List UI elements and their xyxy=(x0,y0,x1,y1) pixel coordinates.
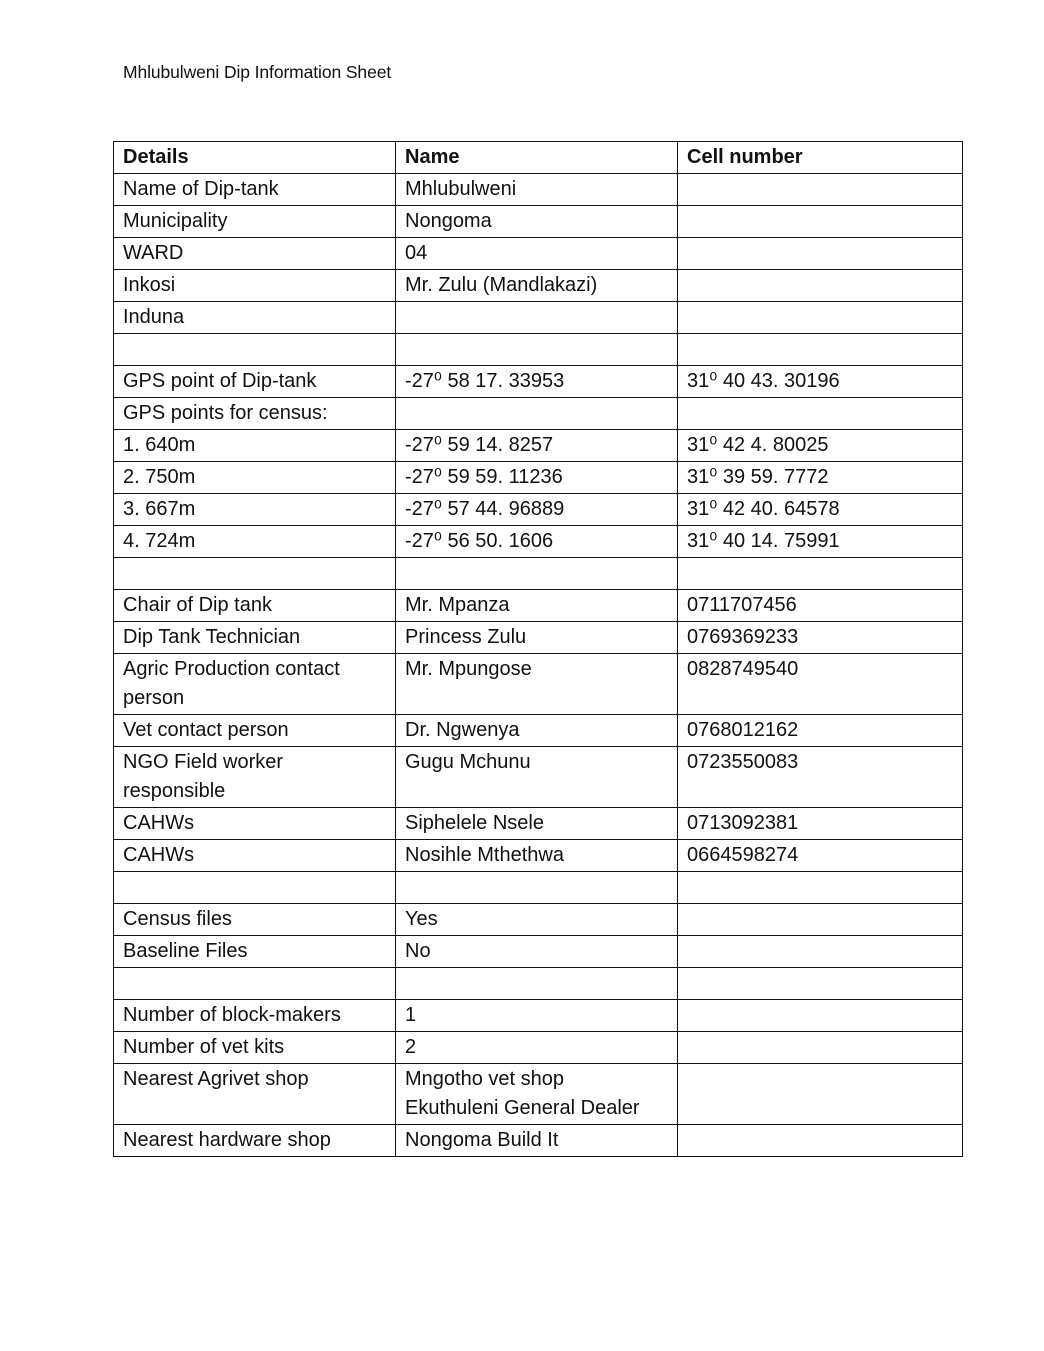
cell-number-cell xyxy=(678,936,963,968)
cell-number-cell: 31⁰ 42 4. 80025 xyxy=(678,430,963,462)
detail-cell: CAHWs xyxy=(114,840,396,872)
name-cell: -27⁰ 59 59. 11236 xyxy=(396,462,678,494)
name-cell xyxy=(396,558,678,590)
table-row xyxy=(114,558,963,590)
name-cell: No xyxy=(396,936,678,968)
detail-cell: Chair of Dip tank xyxy=(114,590,396,622)
cell-number-cell xyxy=(678,1125,963,1157)
detail-cell xyxy=(114,968,396,1000)
cell-number-cell: 0664598274 xyxy=(678,840,963,872)
name-cell: Nongoma xyxy=(396,206,678,238)
detail-cell xyxy=(114,872,396,904)
table-header-row xyxy=(114,142,963,174)
table-row xyxy=(114,808,963,840)
column-header-name: Name xyxy=(396,142,678,174)
table-body xyxy=(114,142,963,1157)
name-cell xyxy=(396,968,678,1000)
table-row xyxy=(114,1032,963,1064)
table-row xyxy=(114,494,963,526)
page-title: Mhlubulweni Dip Information Sheet xyxy=(123,62,392,82)
table-row xyxy=(114,366,963,398)
name-cell: Dr. Ngwenya xyxy=(396,715,678,747)
table-row xyxy=(114,622,963,654)
detail-cell xyxy=(114,558,396,590)
name-cell: 04 xyxy=(396,238,678,270)
table-row xyxy=(114,238,963,270)
name-cell: Mr. Zulu (Mandlakazi) xyxy=(396,270,678,302)
name-cell: Yes xyxy=(396,904,678,936)
name-cell: Mr. Mpanza xyxy=(396,590,678,622)
name-cell: -27⁰ 58 17. 33953 xyxy=(396,366,678,398)
cell-number-cell xyxy=(678,968,963,1000)
detail-cell: WARD xyxy=(114,238,396,270)
table-row xyxy=(114,968,963,1000)
table-row xyxy=(114,1064,963,1125)
name-cell xyxy=(396,302,678,334)
name-cell: 2 xyxy=(396,1032,678,1064)
detail-cell: Number of vet kits xyxy=(114,1032,396,1064)
detail-cell: Census files xyxy=(114,904,396,936)
name-cell: -27⁰ 59 14. 8257 xyxy=(396,430,678,462)
detail-cell: GPS point of Dip-tank xyxy=(114,366,396,398)
detail-cell: 4. 724m xyxy=(114,526,396,558)
dip-information-table xyxy=(113,141,963,1157)
cell-number-cell: 0769369233 xyxy=(678,622,963,654)
detail-cell: Number of block-makers xyxy=(114,1000,396,1032)
table-row xyxy=(114,302,963,334)
detail-cell: Nearest Agrivet shop xyxy=(114,1064,396,1125)
table-row xyxy=(114,430,963,462)
cell-number-cell xyxy=(678,174,963,206)
table-row xyxy=(114,872,963,904)
table-row xyxy=(114,904,963,936)
table-row xyxy=(114,334,963,366)
detail-cell xyxy=(114,334,396,366)
detail-cell: CAHWs xyxy=(114,808,396,840)
cell-number-cell xyxy=(678,558,963,590)
table-row xyxy=(114,747,963,808)
table-row xyxy=(114,174,963,206)
table-row xyxy=(114,1000,963,1032)
detail-cell: Vet contact person xyxy=(114,715,396,747)
name-cell: -27⁰ 56 50. 1606 xyxy=(396,526,678,558)
detail-cell: GPS points for census: xyxy=(114,398,396,430)
detail-cell: Induna xyxy=(114,302,396,334)
table-row xyxy=(114,462,963,494)
name-cell: Nongoma Build It xyxy=(396,1125,678,1157)
cell-number-cell: 0711707456 xyxy=(678,590,963,622)
column-header-details: Details xyxy=(114,142,396,174)
detail-cell: Baseline Files xyxy=(114,936,396,968)
cell-number-cell: 0713092381 xyxy=(678,808,963,840)
cell-number-cell: 31⁰ 42 40. 64578 xyxy=(678,494,963,526)
cell-number-cell xyxy=(678,270,963,302)
name-cell: Siphelele Nsele xyxy=(396,808,678,840)
detail-cell: NGO Field worker responsible xyxy=(114,747,396,808)
table-row xyxy=(114,270,963,302)
table-row xyxy=(114,398,963,430)
detail-cell: 1. 640m xyxy=(114,430,396,462)
cell-number-cell xyxy=(678,1064,963,1125)
detail-cell: Dip Tank Technician xyxy=(114,622,396,654)
table-row xyxy=(114,936,963,968)
cell-number-cell: 0723550083 xyxy=(678,747,963,808)
detail-cell: Inkosi xyxy=(114,270,396,302)
table-row xyxy=(114,654,963,715)
cell-number-cell: 0828749540 xyxy=(678,654,963,715)
cell-number-cell xyxy=(678,1000,963,1032)
name-cell: Mngotho vet shop Ekuthuleni General Dealer xyxy=(396,1064,678,1125)
cell-number-cell xyxy=(678,302,963,334)
cell-number-cell xyxy=(678,1032,963,1064)
table-row xyxy=(114,840,963,872)
name-cell: Gugu Mchunu xyxy=(396,747,678,808)
cell-number-cell xyxy=(678,904,963,936)
name-cell xyxy=(396,334,678,366)
cell-number-cell: 0768012162 xyxy=(678,715,963,747)
name-cell: Princess Zulu xyxy=(396,622,678,654)
cell-number-cell: 31⁰ 40 14. 75991 xyxy=(678,526,963,558)
cell-number-cell xyxy=(678,872,963,904)
column-header-cell-number: Cell number xyxy=(678,142,963,174)
name-cell: Nosihle Mthethwa xyxy=(396,840,678,872)
name-cell: -27⁰ 57 44. 96889 xyxy=(396,494,678,526)
name-cell: 1 xyxy=(396,1000,678,1032)
table-row xyxy=(114,715,963,747)
cell-number-cell xyxy=(678,238,963,270)
cell-number-cell xyxy=(678,206,963,238)
detail-cell: 3. 667m xyxy=(114,494,396,526)
detail-cell: 2. 750m xyxy=(114,462,396,494)
table-row xyxy=(114,206,963,238)
name-cell xyxy=(396,398,678,430)
table-row xyxy=(114,526,963,558)
detail-cell: Agric Production contact person xyxy=(114,654,396,715)
name-cell xyxy=(396,872,678,904)
detail-cell: Nearest hardware shop xyxy=(114,1125,396,1157)
detail-cell: Name of Dip-tank xyxy=(114,174,396,206)
cell-number-cell: 31⁰ 40 43. 30196 xyxy=(678,366,963,398)
name-cell: Mhlubulweni xyxy=(396,174,678,206)
cell-number-cell: 31⁰ 39 59. 7772 xyxy=(678,462,963,494)
cell-number-cell xyxy=(678,398,963,430)
table-row xyxy=(114,590,963,622)
detail-cell: Municipality xyxy=(114,206,396,238)
table-row xyxy=(114,1125,963,1157)
name-cell: Mr. Mpungose xyxy=(396,654,678,715)
cell-number-cell xyxy=(678,334,963,366)
